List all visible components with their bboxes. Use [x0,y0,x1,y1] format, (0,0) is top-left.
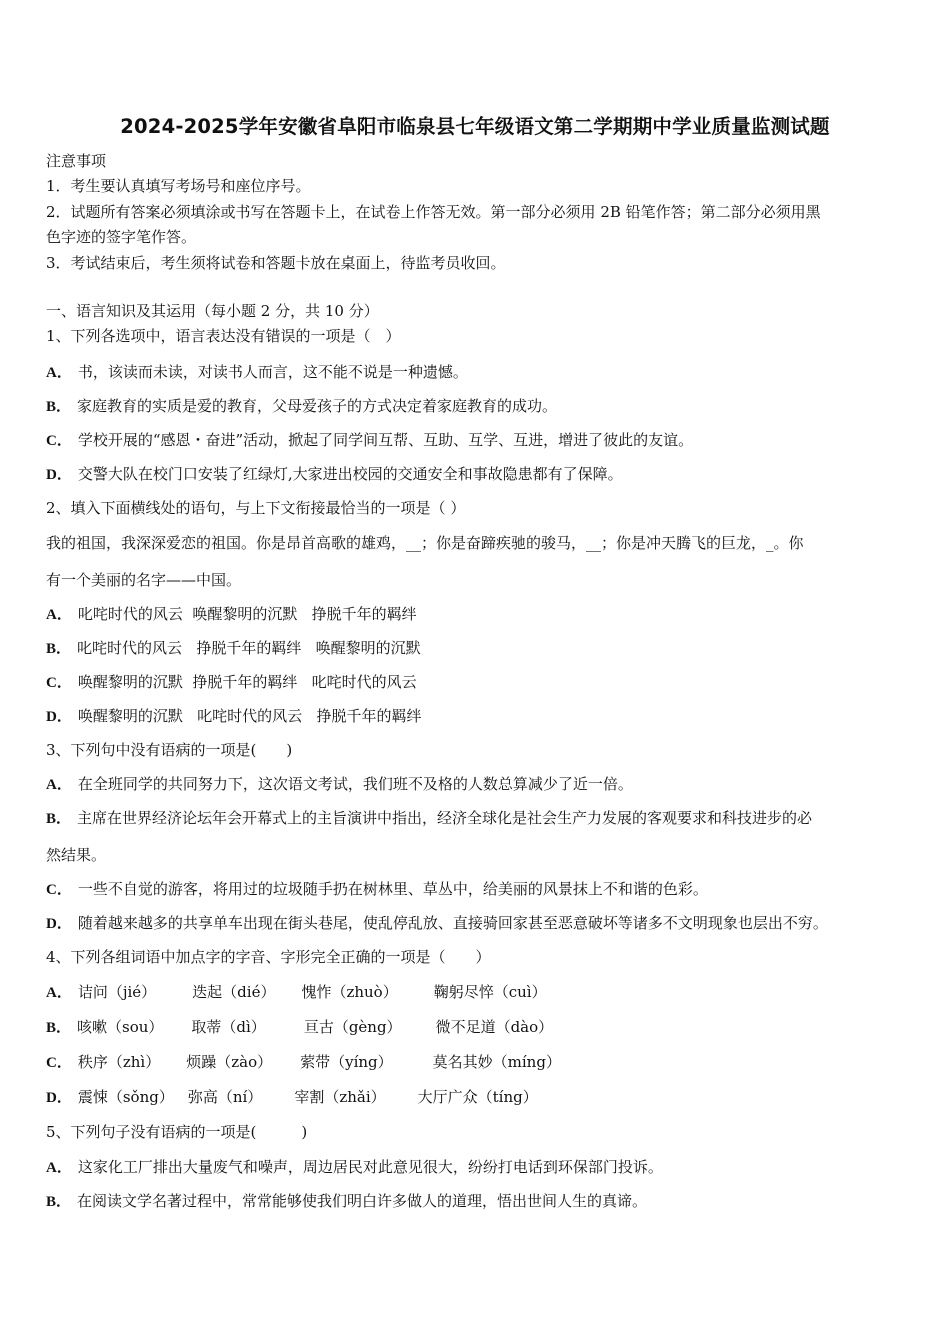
option-label: A． [46,607,72,623]
question-stem: 5、下列句子没有语病的一项是( ) [46,1123,308,1141]
word-item: 萦带（yíng） [300,1053,393,1071]
word-item: 愧怍（zhuò） [301,983,398,1001]
word-item: 秩序（zhì） [77,1053,161,1071]
notice-item: 1．考生要认真填写考场号和座位序号。 [46,177,311,195]
option-text: 书，该读而未读，对读书人而言，这不能不说是一种遗憾。 [77,363,468,381]
option-label: A． [46,777,72,793]
option-label: D． [46,467,72,483]
option-d [46,464,623,485]
option-label: C． [46,433,72,449]
option-label: D． [46,916,72,932]
option-a [46,362,468,383]
option-b [46,638,421,659]
word-item: 烦躁（zào） [186,1053,273,1071]
passage-line: 有一个美丽的名字——中国。 [46,571,242,589]
option-c [46,879,708,900]
option-label: A． [46,1160,72,1176]
option-c [46,430,693,451]
option-text: 叱咤时代的风云 挣脱千年的羁绊 唤醒黎明的沉默 [77,639,421,657]
option-d [46,1087,538,1108]
section-heading: 一、语言知识及其运用（每小题 2 分，共 10 分） [46,302,379,320]
word-item: 震悚（sǒng） [77,1088,174,1106]
passage-line: 我的祖国，我深深爱恋的祖国。你是昂首高歌的雄鸡，__；你是奋蹄疾驰的骏马，__；你是冲天腾飞的巨龙，_。你 [46,534,804,552]
option-label: D． [46,709,72,725]
option-label: C． [46,1055,72,1071]
notice-item: 3．考试结束后，考生须将试卷和答题卡放在桌面上，待监考员收回。 [46,254,506,272]
option-text: 在阅读文学名著过程中，常常能够使我们明白许多做人的道理，悟出世间人生的真谛。 [77,1192,648,1210]
question-stem: 1、下列各选项中，语言表达没有错误的一项是（ ） [46,327,401,345]
option-a [46,604,417,625]
option-a [46,982,547,1003]
option-label: B． [46,1194,72,1210]
notice-item: 色字迹的签字笔作答。 [46,228,197,246]
option-label: A． [46,365,72,381]
option-c [46,672,417,693]
word-item: 宰割（zhǎi） [294,1088,386,1106]
option-b [46,808,812,829]
option-text: 唤醒黎明的沉默 挣脱千年的羁绊 叱咤时代的风云 [77,673,417,691]
option-continuation: 然结果。 [46,846,107,864]
word-item: 亘古（gèng） [303,1018,402,1036]
option-text: 叱咤时代的风云 唤醒黎明的沉默 挣脱千年的羁绊 [77,605,417,623]
option-label: B． [46,1020,72,1036]
word-item: 取蒂（dì） [191,1018,266,1036]
question-stem: 2、填入下面横线处的语句，与上下文衔接最恰当的一项是（ ） [46,499,466,517]
word-item: 莫名其妙（míng） [432,1053,561,1071]
option-text: 一些不自觉的游客，将用过的垃圾随手扔在树林里、草丛中，给美丽的风景抹上不和谐的色彩。 [77,880,708,898]
option-text: 主席在世界经济论坛年会开幕式上的主旨演讲中指出，经济全球化是社会生产力发展的客观要求和科技进步的必 [77,809,813,827]
question-stem: 4、下列各组词语中加点字的字音、字形完全正确的一项是（ ） [46,948,491,966]
word-item: 微不足道（dào） [435,1018,554,1036]
word-item: 弥高（ní） [187,1088,263,1106]
option-text: 学校开展的“感恩・奋进”活动，掀起了同学间互帮、互助、互学、互进，增进了彼此的友谊。 [77,431,694,449]
option-text: 在全班同学的共同努力下，这次语文考试，我们班不及格的人数总算减少了近一倍。 [77,775,633,793]
notice-item: 2．试题所有答案必须填涂或书写在答题卡上，在试卷上作答无效。第一部分必须用 2B 铅笔作答；第二部分必须用黑 [46,203,821,221]
option-label: B． [46,641,72,657]
option-c [46,1052,561,1073]
word-item: 诘问（jié） [77,983,157,1001]
option-label: C． [46,675,72,691]
option-d [46,706,421,727]
option-text: 这家化工厂排出大量废气和噪声，周边居民对此意见很大，纷纷打电话到环保部门投诉。 [77,1158,663,1176]
option-label: B． [46,811,72,827]
word-item: 鞠躬尽悴（cuì） [433,983,547,1001]
option-label: D． [46,1090,72,1106]
option-text: 随着越来越多的共享单车出现在街头巷尾，使乱停乱放、直接骑回家甚至恶意破坏等诸多不文明现象也层出不穷。 [77,914,828,932]
option-label: C． [46,882,72,898]
option-text: 唤醒黎明的沉默 叱咤时代的风云 挣脱千年的羁绊 [77,707,422,725]
option-b [46,396,557,417]
option-label: A． [46,985,72,1001]
word-item: 咳嗽（sou） [77,1018,164,1036]
option-a [46,1157,663,1178]
option-b [46,1017,553,1038]
notice-heading: 注意事项 [46,152,107,170]
option-label: B． [46,399,72,415]
page-title: 2024-2025学年安徽省阜阳市临泉县七年级语文第二学期期中学业质量监测试题 [120,115,830,138]
word-item: 迭起（dié） [192,983,276,1001]
word-item: 大厅广众（tíng） [417,1088,538,1106]
option-text: 交警大队在校门口安装了红绿灯,大家进出校园的交通安全和事故隐患都有了保障。 [77,465,623,483]
option-a [46,774,633,795]
option-d [46,913,828,934]
option-b [46,1191,647,1212]
option-text: 家庭教育的实质是爱的教育，父母爱孩子的方式决定着家庭教育的成功。 [77,397,558,415]
question-stem: 3、下列句中没有语病的一项是( ) [46,741,293,759]
